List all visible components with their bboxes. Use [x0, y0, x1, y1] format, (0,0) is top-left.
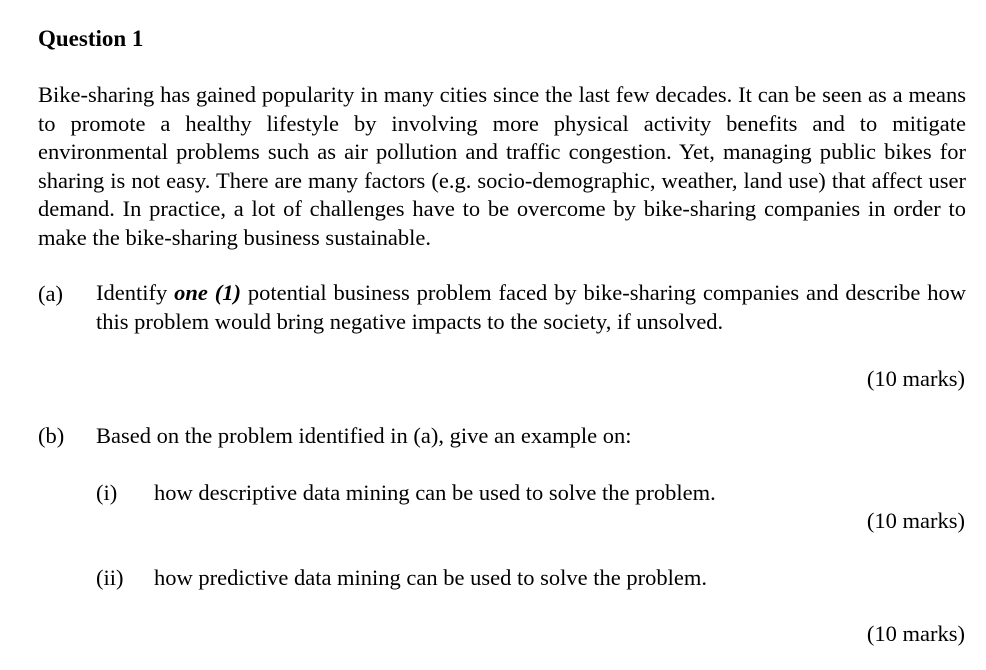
part-a-text: [96, 279, 966, 336]
part-a-text-after: potential business problem faced by bike-sharing companies and describe how this problem would bring negative impacts to the society, if unsolved.: [96, 280, 966, 334]
part-b-ii-marks: (10 marks): [866, 621, 965, 646]
part-b-ii-text: how predictive data mining can be used to solve the problem.: [154, 565, 707, 590]
part-b-ii-label: (ii): [96, 565, 124, 590]
question-title: Question 1: [38, 26, 144, 51]
part-a-text-before: Identify: [96, 280, 175, 305]
part-a-marks: (10 marks): [866, 366, 965, 391]
part-b-i-text: how descriptive data mining can be used to solve the problem.: [154, 480, 716, 505]
part-a-emphasis: one (1): [174, 280, 242, 305]
part-b-label: (b): [38, 423, 65, 448]
question-intro-paragraph: Bike-sharing has gained popularity in many cities since the last few decades. It can be seen as a means to promote a healthy lifestyle by involving more physical activity benefits and to mitigate environmental problems such as air pollution and traffic congestion. Yet, managing public bikes for sharing is not easy. There are many factors (e.g. socio-demographic, weather, land use) that affect user demand. In practice, a lot of challenges have to be overcome by bike-sharing companies in order to make the bike-sharing business sustainable.: [38, 82, 966, 250]
part-b-i-label: (i): [96, 480, 118, 505]
part-a-label: (a): [38, 281, 63, 306]
part-b-text: Based on the problem identified in (a), give an example on:: [96, 423, 632, 448]
part-b-i-marks: (10 marks): [866, 508, 965, 533]
